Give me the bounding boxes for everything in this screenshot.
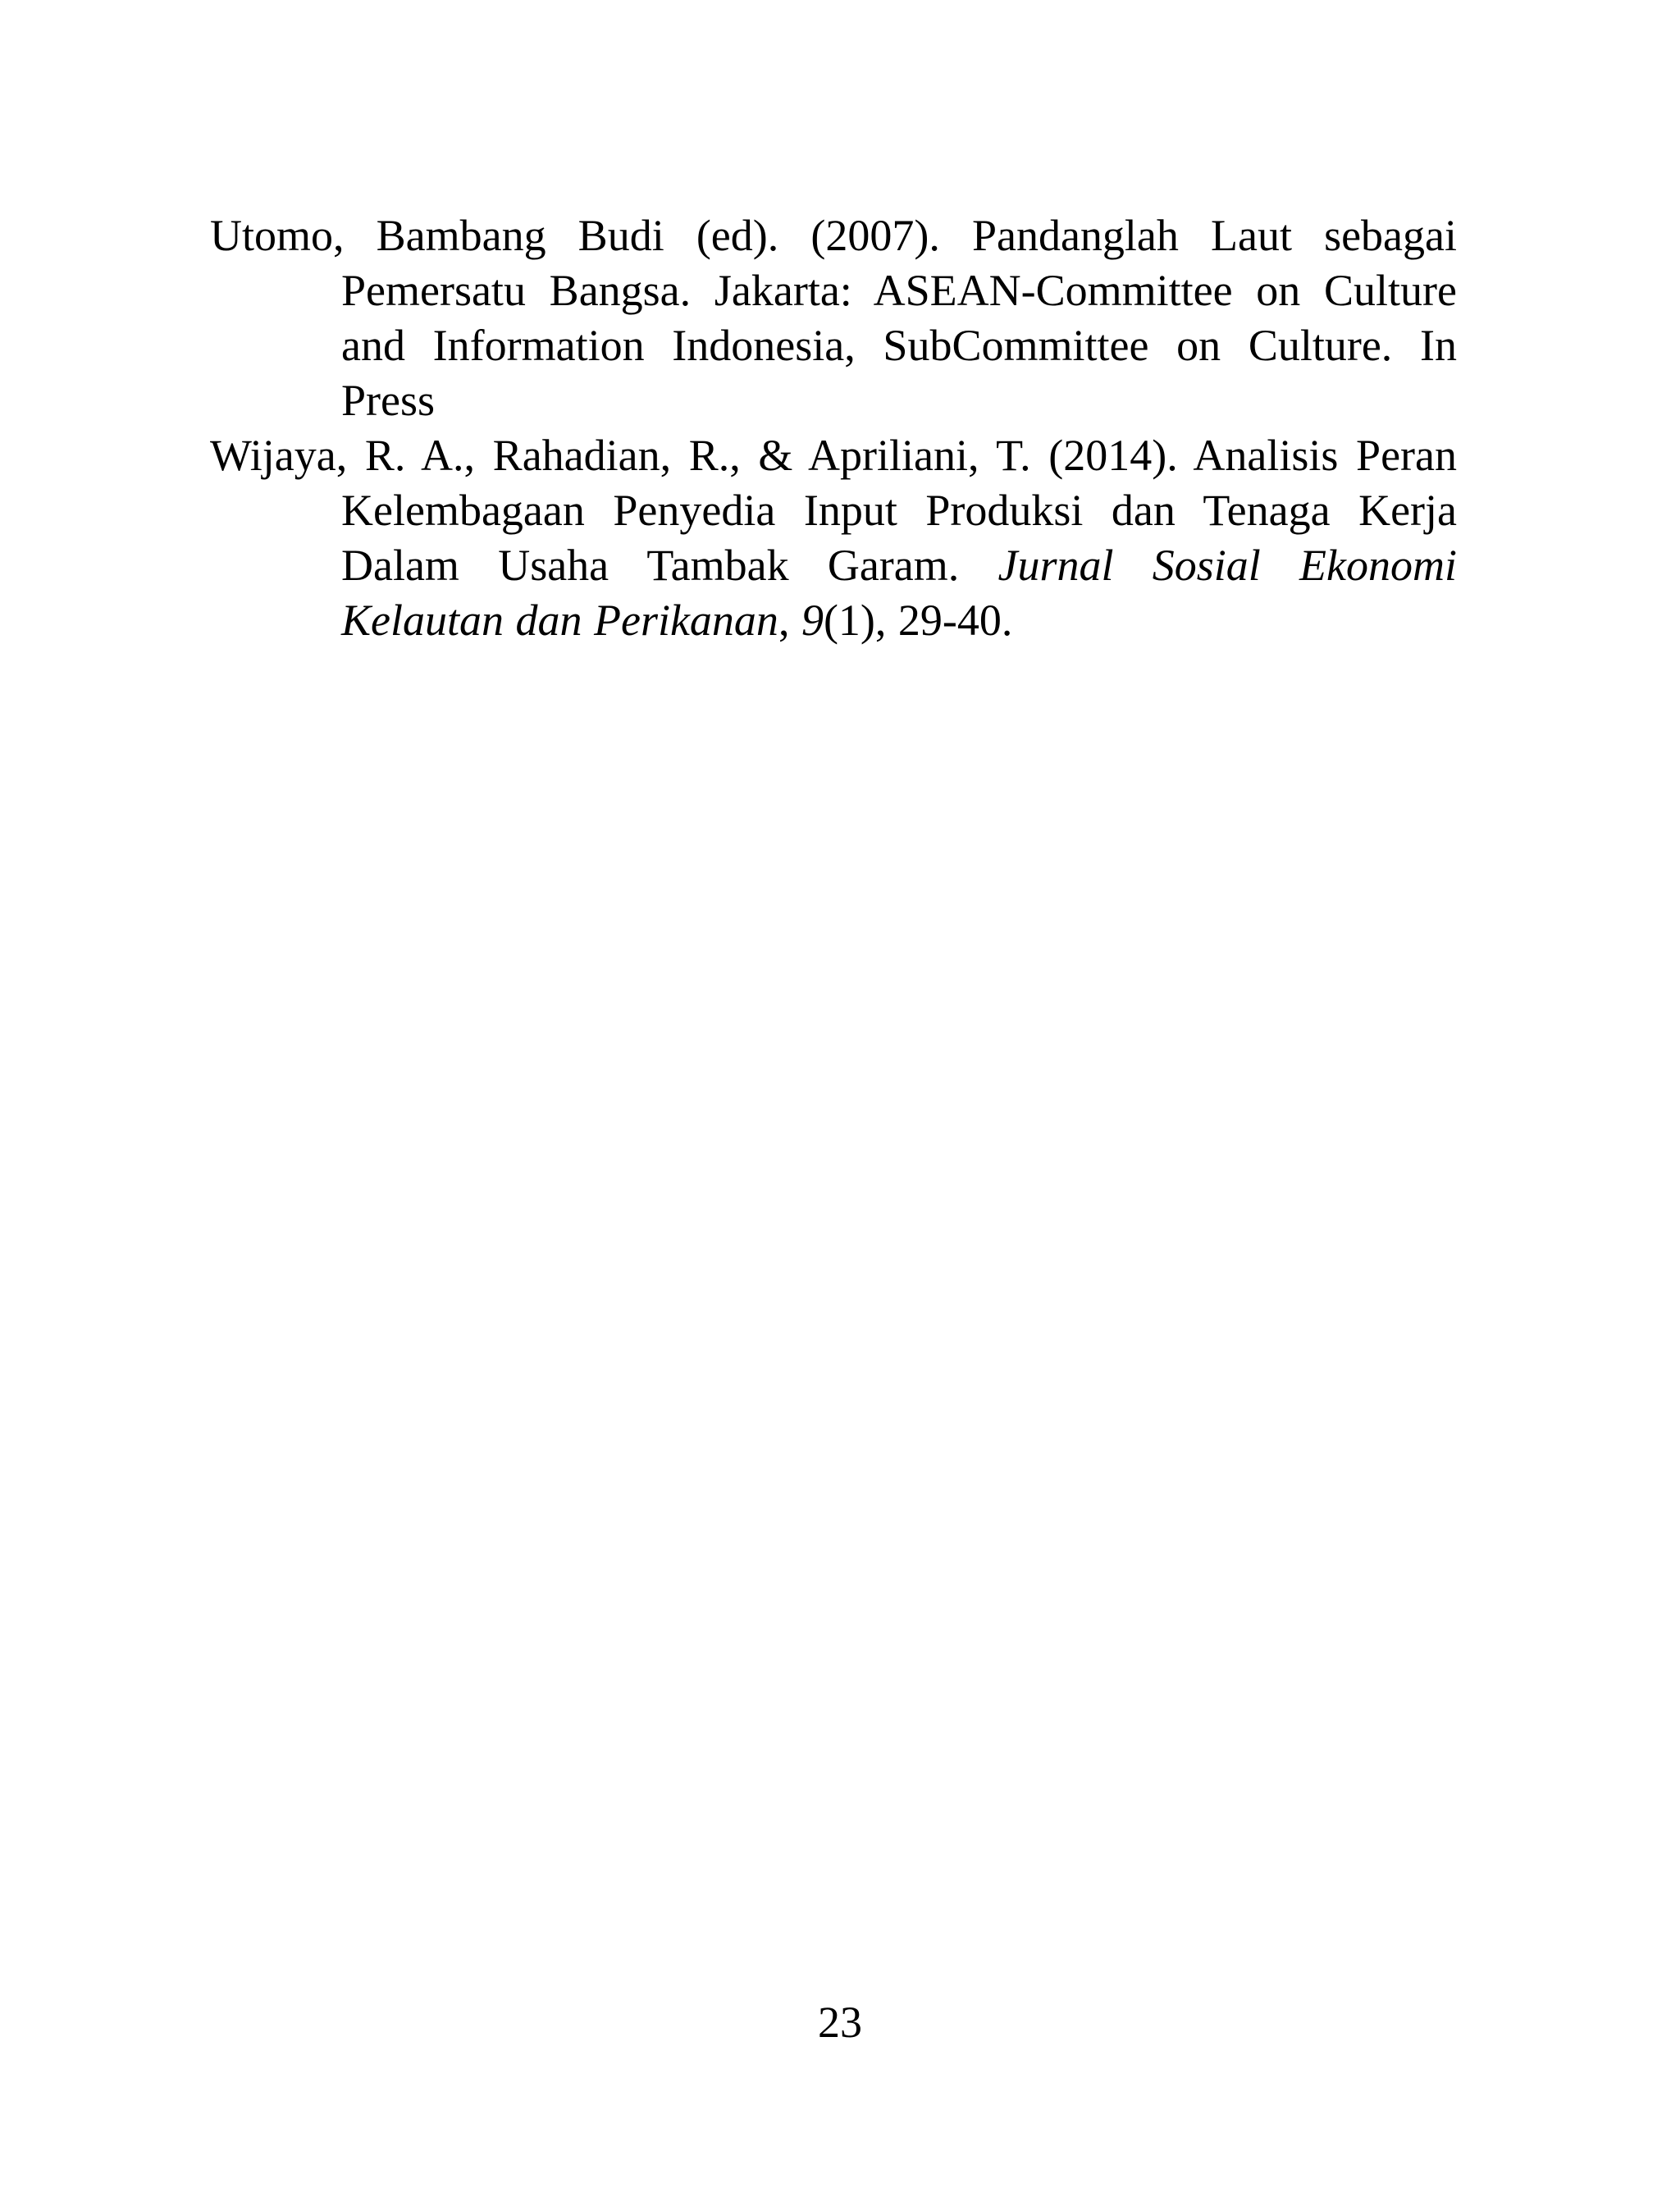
citation-separator: ,: [778, 596, 801, 645]
reference-entry-utomo: [210, 208, 1457, 428]
journal-title: Jurnal Sosial Ekonomi Kelautan dan Perikanan: [341, 541, 1457, 645]
journal-issue-pages: (1), 29-40.: [823, 596, 1013, 645]
journal-volume: 9: [801, 596, 824, 645]
reference-list: [210, 208, 1457, 648]
reference-entry-wijaya: [210, 428, 1457, 648]
reference-text: Utomo, Bambang Budi (ed). (2007). Pandanglah Laut sebagai Pemersatu Bangsa. Jakarta: ASEAN-Committee on Culture and Information Indonesia, SubCommittee on Culture. In Press: [210, 211, 1457, 425]
page-number: 23: [818, 1998, 862, 2047]
reference-text: Wijaya, R. A., Rahadian, R., & Apriliani, T. (2014). Analisis Peran Kelembagaan Penyedia Input Produksi dan Tenaga Kerja Dalam Usaha Tambak Garam.: [210, 431, 1457, 590]
